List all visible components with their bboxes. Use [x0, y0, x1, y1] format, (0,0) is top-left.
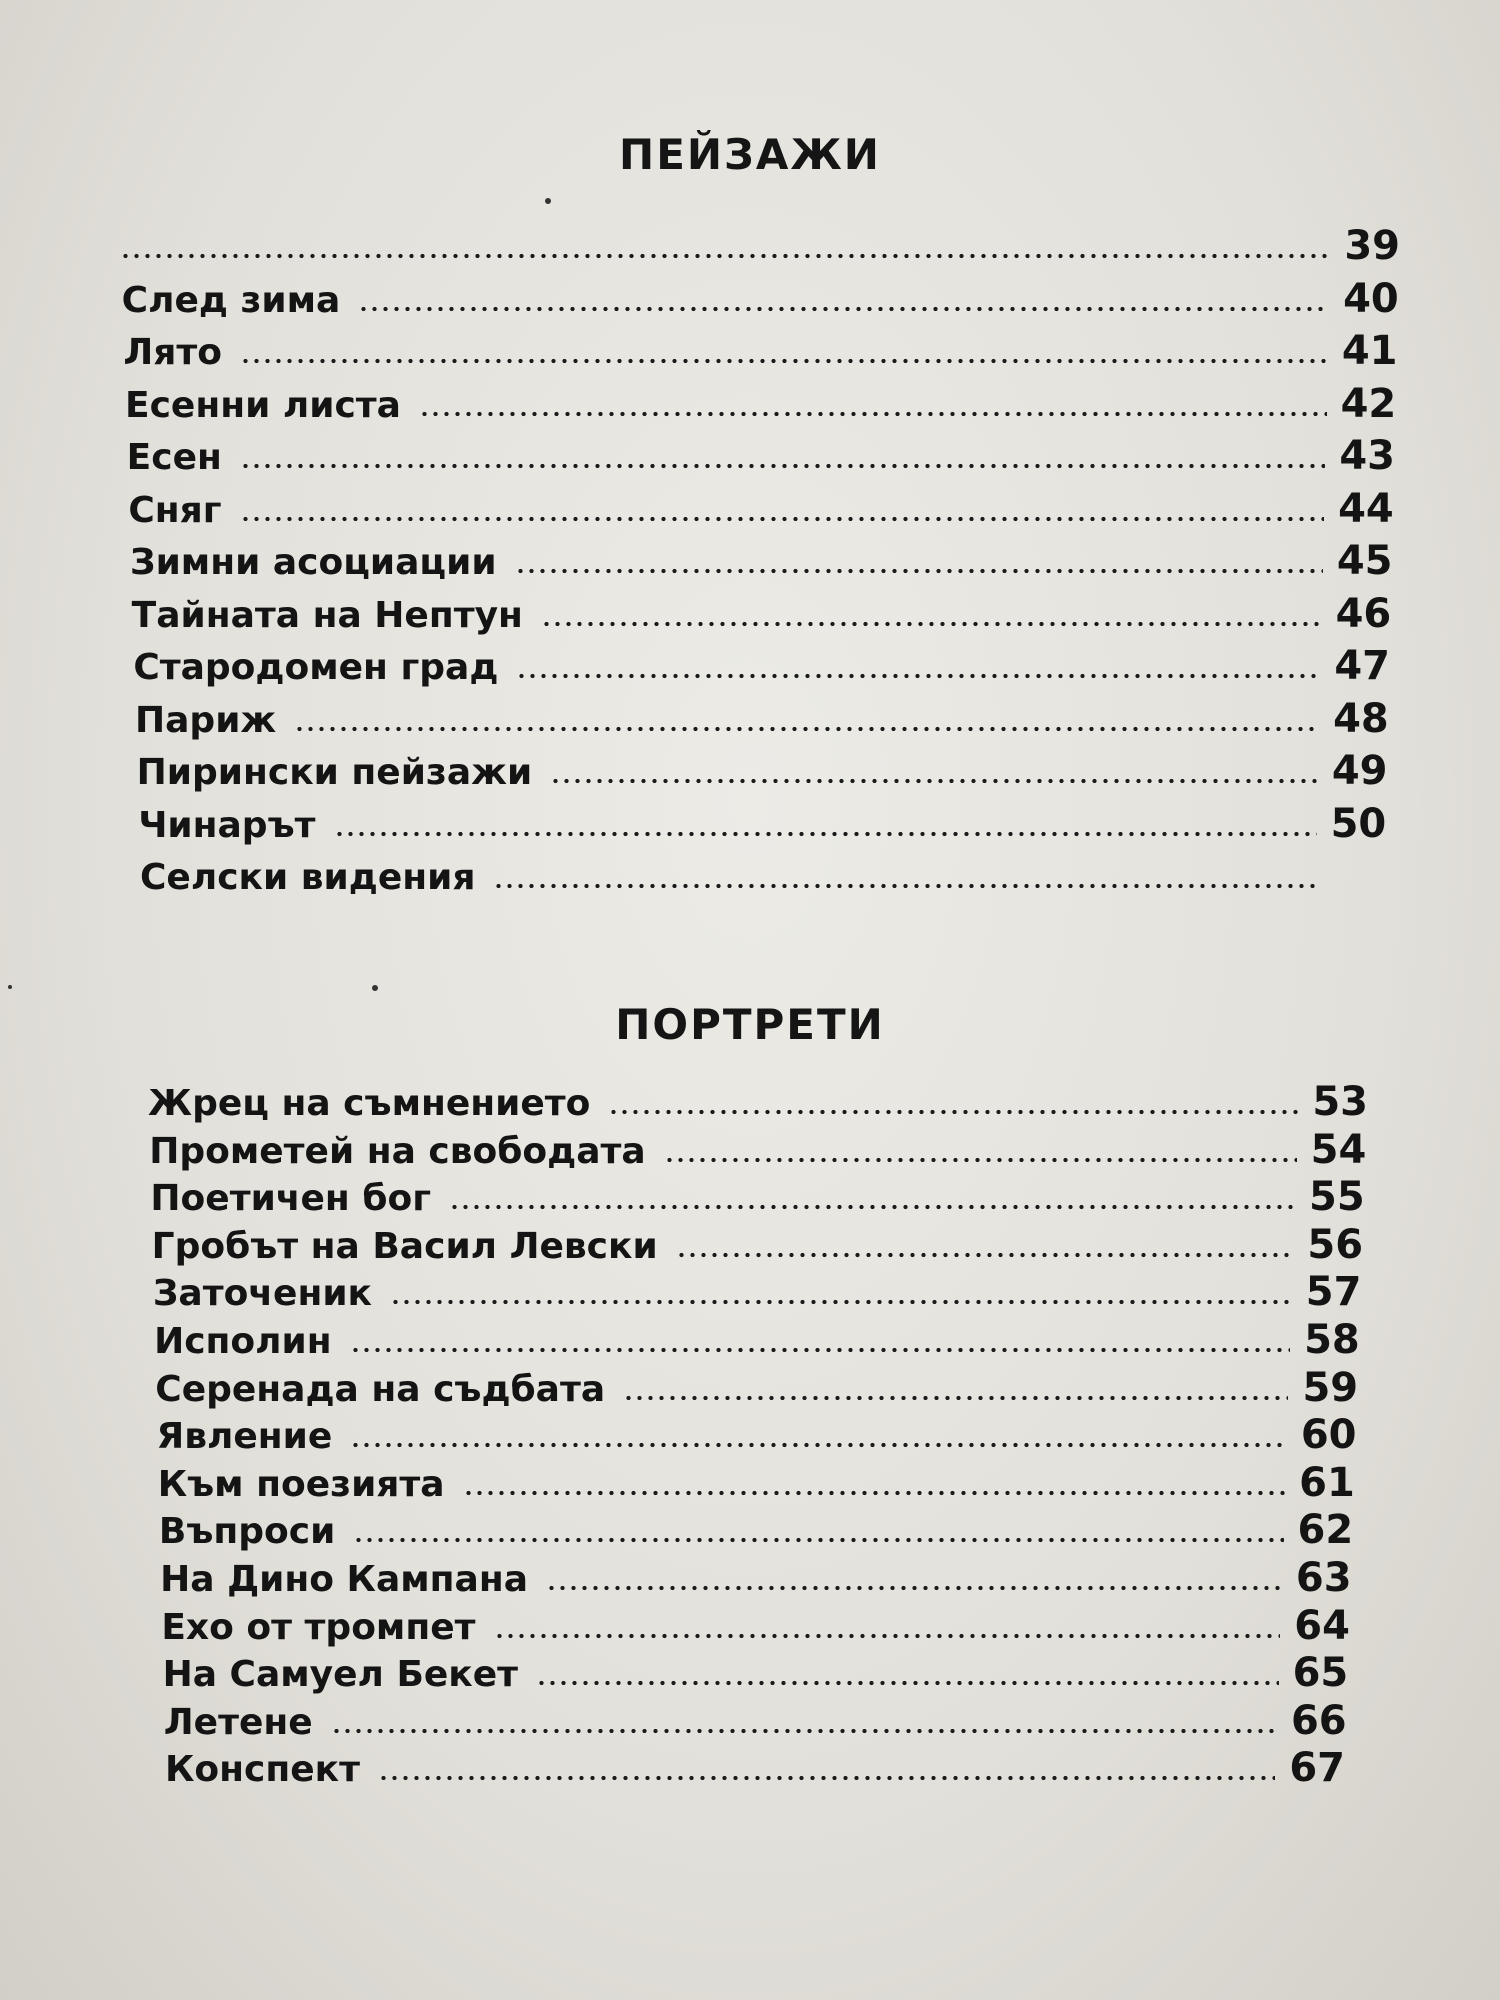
toc-entry-title: Селски видения [140, 857, 476, 898]
toc-entry-page-number: 48 [1333, 695, 1389, 742]
toc-entry [123, 327, 1398, 374]
dot-leader [353, 1536, 1283, 1544]
toc-entry [157, 1459, 1355, 1506]
toc-entry-page-number: 64 [1294, 1602, 1350, 1649]
toc-entry-title: Париж [135, 699, 277, 741]
dot-leader [390, 1298, 1292, 1306]
dot-leader [350, 1346, 1290, 1354]
dot-leader [550, 777, 1318, 785]
paper-speck [372, 985, 378, 991]
toc-entry [126, 432, 1395, 479]
toc-entry-title: Серенада на съдбата [155, 1368, 606, 1410]
toc-entry [125, 380, 1397, 427]
toc-entry-page-number: 60 [1300, 1412, 1357, 1459]
dot-leader [536, 1679, 1279, 1687]
toc-entry-title: Към поезията [157, 1463, 445, 1505]
toc-entry-page-number: 39 [1344, 223, 1400, 269]
toc-entry-title: Явление [156, 1416, 333, 1458]
toc-entry-title: Жрец на съмнението [148, 1083, 591, 1124]
toc-entry-page-number: 43 [1339, 433, 1395, 479]
dot-leader [664, 1156, 1297, 1164]
toc-entry [155, 1364, 1359, 1411]
toc-entry-title: Прометей на свободата [149, 1130, 646, 1172]
toc-entry-title: Летене [163, 1701, 313, 1743]
toc-entry [121, 275, 1399, 322]
toc-entry-page-number: 56 [1307, 1221, 1364, 1268]
dot-leader [546, 1584, 1282, 1592]
toc-entry-page-number: 63 [1295, 1555, 1352, 1601]
dot-leader [676, 1251, 1294, 1259]
toc-entry-title: Гробът на Васил Левски [151, 1225, 658, 1267]
dot-leader [350, 1441, 1287, 1449]
dot-leader [419, 410, 1327, 418]
section-title-landscapes: ПЕЙЗАЖИ [619, 130, 881, 179]
toc-entry-page-number: 67 [1289, 1745, 1345, 1792]
toc-entry [156, 1411, 1357, 1459]
dot-leader [358, 305, 1329, 313]
toc-entry-page-number: 47 [1334, 643, 1390, 689]
toc-entry-title: Лято [123, 332, 222, 373]
dot-leader [449, 1203, 1295, 1211]
toc-entry-title: Ехо от тромпет [161, 1606, 476, 1648]
dot-leader [334, 830, 1317, 838]
toc-entry [128, 485, 1394, 532]
dot-leader [463, 1489, 1286, 1497]
toc-entry-title: На Дино Кампана [160, 1559, 528, 1600]
toc-entry-page-number: 58 [1304, 1317, 1360, 1363]
toc-entry-title: Заточеник [152, 1273, 372, 1315]
toc-entry [165, 1744, 1345, 1792]
toc-entry-title: Исполин [154, 1321, 332, 1362]
toc-entry [136, 747, 1388, 794]
toc-entry [135, 695, 1389, 742]
dot-leader [240, 357, 1328, 365]
toc-entry-page-number: 65 [1292, 1650, 1349, 1697]
dot-leader [515, 567, 1323, 575]
toc-entry-page-number: 49 [1331, 748, 1388, 794]
dot-leader [240, 515, 1325, 523]
paper-speck [545, 198, 551, 204]
toc-entry-page-number: 45 [1336, 538, 1393, 584]
toc-entry [158, 1506, 1354, 1554]
toc-entry [162, 1649, 1349, 1697]
dot-leader [331, 1727, 1277, 1735]
toc-entry-page-number: 46 [1335, 590, 1392, 637]
paper-speck [8, 985, 12, 989]
toc-entry-title: След зима [121, 279, 341, 321]
dot-leader [120, 252, 1330, 260]
toc-entry [152, 1268, 1362, 1316]
dot-leader [240, 462, 1325, 470]
toc-entry [140, 852, 1385, 896]
toc-entry-page-number: 66 [1290, 1697, 1347, 1744]
toc-entry [161, 1602, 1350, 1649]
toc-entry-title: Въпроси [158, 1511, 336, 1553]
dot-leader [494, 1632, 1281, 1640]
dot-leader [378, 1774, 1275, 1782]
toc-entry-page-number: 53 [1312, 1079, 1368, 1125]
toc-entry [149, 1126, 1367, 1173]
toc-entry-page-number: 55 [1309, 1174, 1365, 1221]
toc-entry [150, 1173, 1365, 1221]
toc-entry [160, 1554, 1352, 1601]
toc-entry [130, 537, 1393, 584]
toc-entry-page-number: 50 [1330, 800, 1387, 847]
toc-entry-page-number: 42 [1340, 380, 1397, 427]
dot-leader [608, 1108, 1298, 1116]
toc-entry [151, 1221, 1364, 1268]
toc-entry [120, 222, 1400, 269]
toc-entry-title: Стародомен град [133, 647, 499, 688]
toc-entry [163, 1697, 1347, 1744]
toc-entry-page-number: 54 [1310, 1126, 1367, 1173]
toc-entry-title: Пирински пейзажи [136, 752, 533, 793]
dot-leader [493, 882, 1321, 890]
toc-entry-page-number: 62 [1297, 1507, 1354, 1554]
toc-entry-title: Сняг [128, 489, 222, 531]
dot-leader [516, 672, 1320, 680]
toc-entry-title: Есенни листа [125, 384, 401, 426]
toc-entry [131, 590, 1392, 637]
toc-entry-title: Поетичен бог [150, 1178, 432, 1220]
toc-entry [148, 1078, 1368, 1125]
toc-entry [154, 1316, 1360, 1363]
toc-entry [138, 800, 1387, 847]
toc-entry-page-number: 57 [1305, 1269, 1362, 1316]
toc-entry-page-number: 40 [1343, 275, 1399, 322]
toc-entry [133, 642, 1390, 689]
toc-entry-page-number: 41 [1341, 328, 1398, 374]
toc-entry-page-number: 61 [1299, 1459, 1355, 1506]
toc-entry-title: На Самуел Бекет [162, 1654, 519, 1696]
toc-entry-title: Конспект [165, 1749, 360, 1791]
toc-entry-title: Чинарът [138, 804, 316, 846]
toc-entry-page-number: 44 [1338, 485, 1394, 532]
toc-entry-title: Есен [126, 437, 222, 478]
dot-leader [294, 725, 1319, 733]
section-title-portraits: ПОРТРЕТИ [615, 1000, 885, 1049]
toc-entry-page-number: 59 [1302, 1364, 1359, 1411]
dot-leader [623, 1394, 1288, 1402]
dot-leader [541, 620, 1322, 628]
toc-entry-title: Зимни асоциации [130, 542, 497, 583]
toc-entry-title: Тайната на Нептун [131, 594, 523, 636]
